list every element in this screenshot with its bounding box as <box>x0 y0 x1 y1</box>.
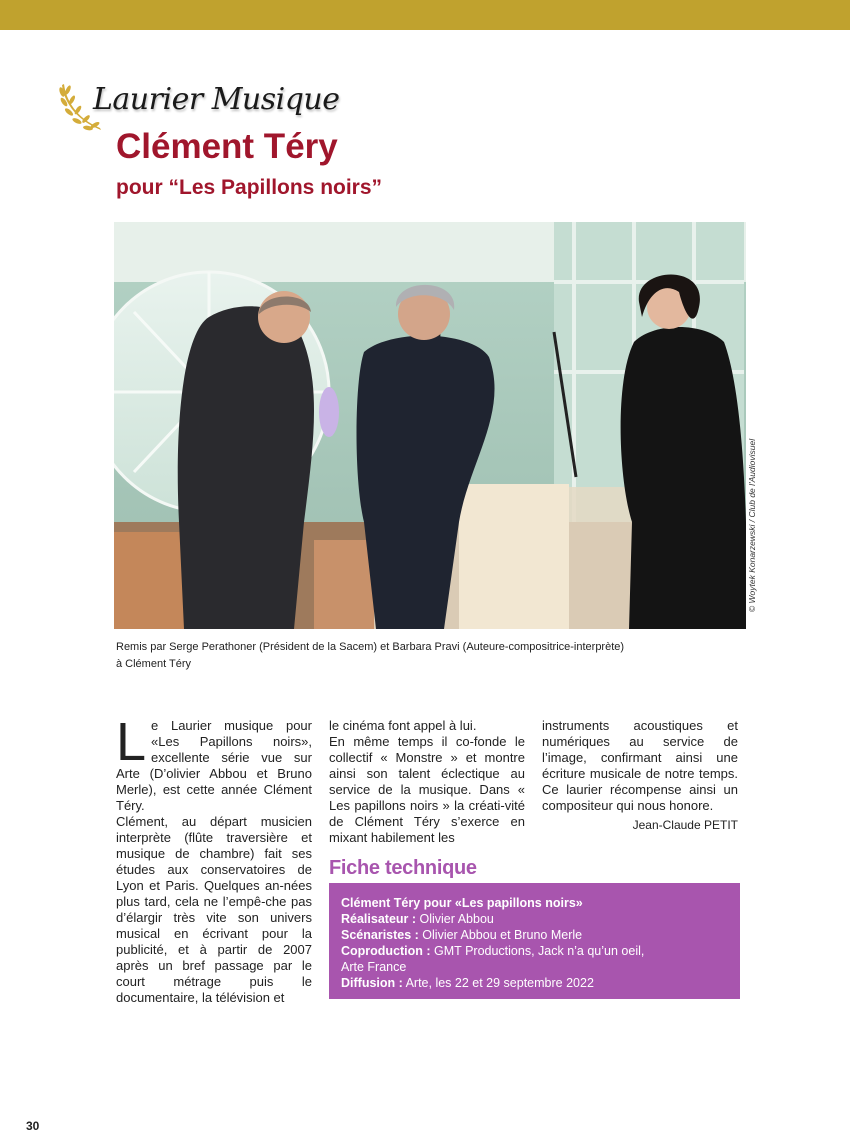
fiche-technique-title: Fiche technique <box>329 857 477 879</box>
fiche-value: Arte, les 22 et 29 septembre 2022 <box>402 976 594 990</box>
photo-credit: © Woytek Konarzewski / Club de l'Audiovisuel <box>747 438 757 613</box>
article-paragraph: le cinéma font appel à lui. <box>329 718 477 733</box>
laureate-name: Clément Téry <box>116 127 338 166</box>
article-paragraph <box>116 712 312 814</box>
article-column-3 <box>542 718 738 833</box>
fiche-value: Arte France <box>341 960 407 974</box>
caption-line: Remis par Serge Perathoner (Président de la Sacem) et Barbara Pravi (Auteure-compositrice-interprète) <box>116 641 625 653</box>
article-column-2 <box>329 718 525 846</box>
fiche-label: Coproduction : <box>341 944 431 958</box>
fiche-label: Scénaristes : <box>341 928 419 942</box>
fiche-label: Diffusion : <box>341 976 403 990</box>
fiche-label: Réalisateur : <box>341 912 417 926</box>
fiche-technique-box <box>329 883 740 999</box>
article-paragraph: En même temps il co-fonde le collectif « Monstre » et montre ainsi son talent éclectique au service de la musique. Dans « Les papillons noirs » la créati-vité de Clément Téry s’exerce en mixant habilement les <box>329 734 525 845</box>
page-number: 30 <box>26 1119 40 1133</box>
photo-caption <box>116 639 756 673</box>
fiche-value: Olivier Abbou <box>416 912 494 926</box>
paragraph-text: e Laurier musique pour «Les Papillons noirs», excellente série vue sur Arte (D’olivier Abbou et Bruno Merle), est cette année Clément Téry. <box>116 718 312 813</box>
fiche-value: Olivier Abbou et Bruno Merle <box>418 928 583 942</box>
article-paragraph: instruments acoustiques et numériques au service de l’image, confirmant ainsi une écriture musicale de notre temps. Ce laurier récompense ainsi un compositeur qui nous honore. <box>542 718 738 813</box>
drop-cap: L <box>116 712 147 772</box>
top-color-band <box>0 0 850 30</box>
article-paragraph: Clément, au départ musicien interprète (flûte traversière et musique de chambre) fait ses études aux conservatoires de Lyon et Paris. Quelques an-nées plus tard, cela ne l’empê-che pas d’élargir très vite son univers musical en écrivant pour la publicité, et à partir de 2007 après un bref passage par le court métrage puis le documentaire, la télévision et <box>116 814 312 1005</box>
award-photo <box>114 222 746 629</box>
article-column-1 <box>116 712 312 1006</box>
author-signature: Jean-Claude PETIT <box>632 818 738 832</box>
caption-line: à Clément Téry <box>116 658 191 670</box>
work-subtitle: pour “Les Papillons noirs” <box>116 176 383 199</box>
section-title: Laurier Musique <box>93 82 340 117</box>
fiche-work: Clément Téry pour «Les papillons noirs» <box>341 896 583 910</box>
fiche-value: GMT Productions, Jack n’a qu’un oeil, <box>430 944 645 958</box>
